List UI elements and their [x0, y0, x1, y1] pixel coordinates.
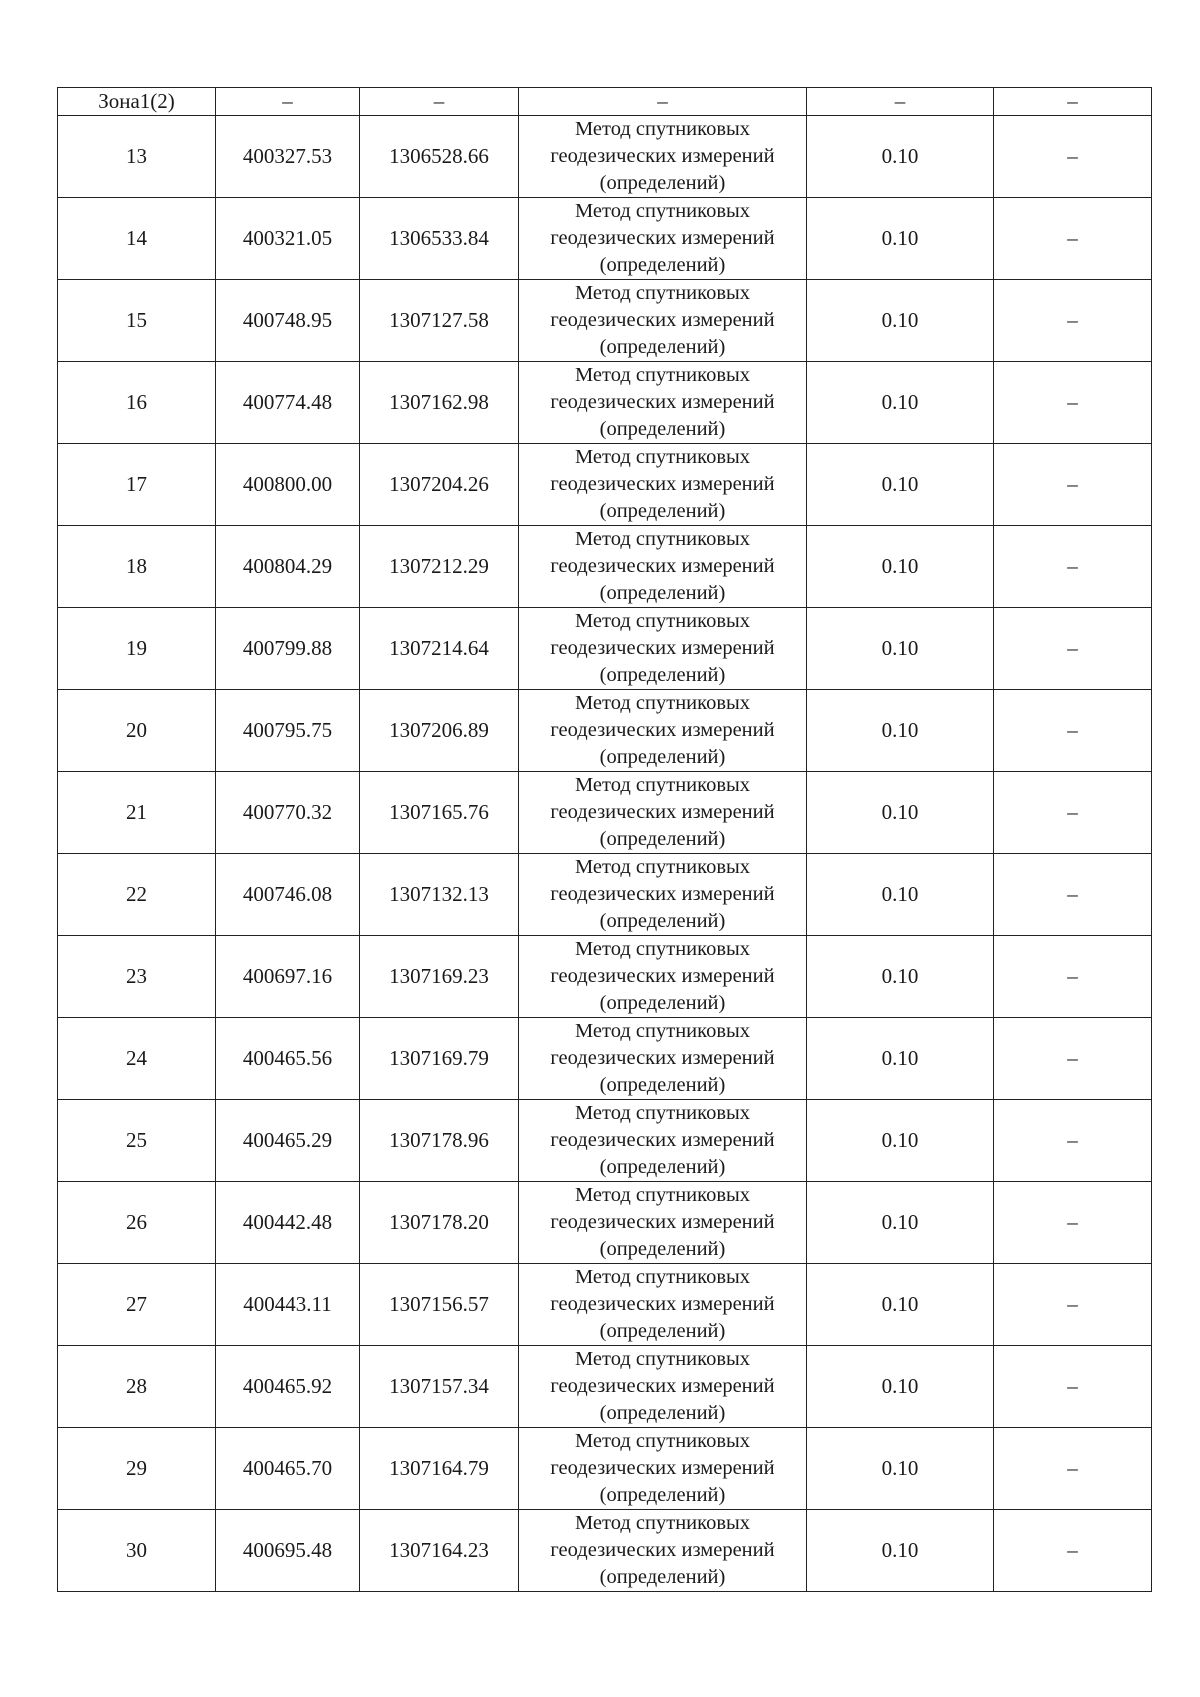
method-line-3: (определений) — [599, 254, 726, 276]
accuracy-cell: 0.10 — [807, 1100, 994, 1182]
method-line-2: геодезических измерений — [550, 309, 775, 331]
method-line-3: (определений) — [599, 418, 726, 440]
x-coordinate-cell: 400746.08 — [216, 854, 360, 936]
table-row — [58, 116, 1152, 198]
y-coordinate-cell: 1307157.34 — [360, 1346, 519, 1428]
point-number-cell: 22 — [58, 854, 216, 936]
method-line-1: Метод спутниковых — [574, 1348, 751, 1370]
note-cell: – — [994, 690, 1152, 772]
x-coordinate-cell: 400770.32 — [216, 772, 360, 854]
table-row — [58, 1182, 1152, 1264]
method-line-2: геодезических измерений — [550, 227, 775, 249]
method-line-1: Метод спутниковых — [574, 856, 751, 878]
note-cell: – — [994, 1510, 1152, 1592]
method-line-2: геодезических измерений — [550, 1375, 775, 1397]
y-coordinate-cell: 1307178.96 — [360, 1100, 519, 1182]
method-line-2: геодезических измерений — [550, 1129, 775, 1151]
note-cell: – — [994, 608, 1152, 690]
accuracy-cell: 0.10 — [807, 854, 994, 936]
point-number-cell: 13 — [58, 116, 216, 198]
method-line-2: геодезических измерений — [550, 1539, 775, 1561]
method-line-1: Метод спутниковых — [574, 1266, 751, 1288]
x-coordinate-cell: 400443.11 — [216, 1264, 360, 1346]
note-cell: – — [994, 1428, 1152, 1510]
accuracy-cell: 0.10 — [807, 608, 994, 690]
table-row — [58, 526, 1152, 608]
method-line-3: (определений) — [599, 336, 726, 358]
x-coordinate-cell: 400465.92 — [216, 1346, 360, 1428]
x-coordinate-cell: 400695.48 — [216, 1510, 360, 1592]
x-coordinate-cell: 400442.48 — [216, 1182, 360, 1264]
method-line-1: Метод спутниковых — [574, 938, 751, 960]
method-line-3: (определений) — [599, 746, 726, 768]
method-line-2: геодезических измерений — [550, 883, 775, 905]
y-coordinate-cell: 1307169.23 — [360, 936, 519, 1018]
method-line-2: геодезических измерений — [550, 555, 775, 577]
method-line-1: Метод спутниковых — [574, 528, 751, 550]
accuracy-cell: 0.10 — [807, 1510, 994, 1592]
point-number-cell: 27 — [58, 1264, 216, 1346]
table-row — [58, 854, 1152, 936]
accuracy-cell: 0.10 — [807, 280, 994, 362]
method-cell — [519, 116, 807, 198]
y-coordinate-cell: 1307164.23 — [360, 1510, 519, 1592]
method-line-1: Метод спутниковых — [574, 1430, 751, 1452]
note-cell: – — [994, 1100, 1152, 1182]
point-number-cell: 28 — [58, 1346, 216, 1428]
point-number-cell: 20 — [58, 690, 216, 772]
note-cell: – — [994, 936, 1152, 1018]
accuracy-cell: 0.10 — [807, 198, 994, 280]
point-number-cell: 17 — [58, 444, 216, 526]
note-cell: – — [994, 280, 1152, 362]
method-line-3: (определений) — [599, 172, 726, 194]
method-line-2: геодезических измерений — [550, 719, 775, 741]
y-coordinate-cell: 1306528.66 — [360, 116, 519, 198]
zone-header-row — [58, 88, 1152, 116]
note-cell: – — [994, 116, 1152, 198]
method-cell — [519, 1428, 807, 1510]
zone-cell-note: – — [994, 88, 1152, 116]
table-row — [58, 198, 1152, 280]
zone-cell-y: – — [360, 88, 519, 116]
point-number-cell: 23 — [58, 936, 216, 1018]
table-row — [58, 608, 1152, 690]
x-coordinate-cell: 400800.00 — [216, 444, 360, 526]
method-cell — [519, 1264, 807, 1346]
method-line-2: геодезических измерений — [550, 473, 775, 495]
method-cell — [519, 1100, 807, 1182]
zone-label: Зона1(2) — [58, 88, 216, 116]
note-cell: – — [994, 1346, 1152, 1428]
point-number-cell: 14 — [58, 198, 216, 280]
method-cell — [519, 936, 807, 1018]
note-cell: – — [994, 444, 1152, 526]
y-coordinate-cell: 1307165.76 — [360, 772, 519, 854]
method-cell — [519, 280, 807, 362]
point-number-cell: 18 — [58, 526, 216, 608]
note-cell: – — [994, 854, 1152, 936]
method-line-1: Метод спутниковых — [574, 1020, 751, 1042]
table-row — [58, 1100, 1152, 1182]
method-line-3: (определений) — [599, 1402, 726, 1424]
table-row — [58, 1510, 1152, 1592]
coordinates-table-body — [58, 88, 1152, 1592]
method-cell — [519, 362, 807, 444]
method-cell — [519, 1018, 807, 1100]
method-line-1: Метод спутниковых — [574, 774, 751, 796]
y-coordinate-cell: 1307132.13 — [360, 854, 519, 936]
method-line-2: геодезических измерений — [550, 1211, 775, 1233]
table-row — [58, 690, 1152, 772]
table-row — [58, 1264, 1152, 1346]
table-row — [58, 1018, 1152, 1100]
point-number-cell: 16 — [58, 362, 216, 444]
method-line-1: Метод спутниковых — [574, 1184, 751, 1206]
method-line-2: геодезических измерений — [550, 965, 775, 987]
method-line-1: Метод спутниковых — [574, 200, 751, 222]
accuracy-cell: 0.10 — [807, 772, 994, 854]
zone-cell-x: – — [216, 88, 360, 116]
method-line-3: (определений) — [599, 910, 726, 932]
method-line-3: (определений) — [599, 1238, 726, 1260]
accuracy-cell: 0.10 — [807, 362, 994, 444]
method-line-3: (определений) — [599, 664, 726, 686]
method-line-1: Метод спутниковых — [574, 610, 751, 632]
accuracy-cell: 0.10 — [807, 690, 994, 772]
table-row — [58, 1428, 1152, 1510]
method-cell — [519, 1510, 807, 1592]
method-cell — [519, 526, 807, 608]
method-line-1: Метод спутниковых — [574, 118, 751, 140]
method-line-2: геодезических измерений — [550, 1293, 775, 1315]
x-coordinate-cell: 400774.48 — [216, 362, 360, 444]
y-coordinate-cell: 1307214.64 — [360, 608, 519, 690]
method-cell — [519, 854, 807, 936]
table-row — [58, 280, 1152, 362]
coordinates-table — [57, 87, 1152, 1592]
table-row — [58, 1346, 1152, 1428]
y-coordinate-cell: 1307212.29 — [360, 526, 519, 608]
y-coordinate-cell: 1307162.98 — [360, 362, 519, 444]
accuracy-cell: 0.10 — [807, 1182, 994, 1264]
method-line-3: (определений) — [599, 500, 726, 522]
point-number-cell: 25 — [58, 1100, 216, 1182]
note-cell: – — [994, 1264, 1152, 1346]
accuracy-cell: 0.10 — [807, 116, 994, 198]
method-line-2: геодезических измерений — [550, 801, 775, 823]
accuracy-cell: 0.10 — [807, 936, 994, 1018]
method-line-3: (определений) — [599, 1566, 726, 1588]
method-line-1: Метод спутниковых — [574, 282, 751, 304]
method-line-2: геодезических измерений — [550, 1457, 775, 1479]
table-row — [58, 772, 1152, 854]
method-cell — [519, 1346, 807, 1428]
note-cell: – — [994, 1182, 1152, 1264]
method-line-3: (определений) — [599, 828, 726, 850]
note-cell: – — [994, 362, 1152, 444]
x-coordinate-cell: 400465.29 — [216, 1100, 360, 1182]
method-line-1: Метод спутниковых — [574, 446, 751, 468]
x-coordinate-cell: 400465.70 — [216, 1428, 360, 1510]
method-line-3: (определений) — [599, 1320, 726, 1342]
method-line-3: (определений) — [599, 992, 726, 1014]
y-coordinate-cell: 1307164.79 — [360, 1428, 519, 1510]
accuracy-cell: 0.10 — [807, 444, 994, 526]
method-cell — [519, 690, 807, 772]
note-cell: – — [994, 198, 1152, 280]
method-line-1: Метод спутниковых — [574, 692, 751, 714]
table-row — [58, 444, 1152, 526]
method-line-2: геодезических измерений — [550, 1047, 775, 1069]
method-cell — [519, 608, 807, 690]
y-coordinate-cell: 1307156.57 — [360, 1264, 519, 1346]
zone-cell-accuracy: – — [807, 88, 994, 116]
method-line-2: геодезических измерений — [550, 391, 775, 413]
x-coordinate-cell: 400799.88 — [216, 608, 360, 690]
point-number-cell: 30 — [58, 1510, 216, 1592]
y-coordinate-cell: 1307204.26 — [360, 444, 519, 526]
x-coordinate-cell: 400804.29 — [216, 526, 360, 608]
note-cell: – — [994, 526, 1152, 608]
table-row — [58, 936, 1152, 1018]
point-number-cell: 19 — [58, 608, 216, 690]
method-cell — [519, 198, 807, 280]
method-cell — [519, 772, 807, 854]
note-cell: – — [994, 772, 1152, 854]
x-coordinate-cell: 400748.95 — [216, 280, 360, 362]
point-number-cell: 26 — [58, 1182, 216, 1264]
x-coordinate-cell: 400795.75 — [216, 690, 360, 772]
x-coordinate-cell: 400321.05 — [216, 198, 360, 280]
note-cell: – — [994, 1018, 1152, 1100]
zone-cell-method: – — [519, 88, 807, 116]
accuracy-cell: 0.10 — [807, 526, 994, 608]
accuracy-cell: 0.10 — [807, 1346, 994, 1428]
y-coordinate-cell: 1307206.89 — [360, 690, 519, 772]
point-number-cell: 24 — [58, 1018, 216, 1100]
method-line-3: (определений) — [599, 1156, 726, 1178]
y-coordinate-cell: 1307127.58 — [360, 280, 519, 362]
method-line-1: Метод спутниковых — [574, 1102, 751, 1124]
method-cell — [519, 1182, 807, 1264]
method-line-1: Метод спутниковых — [574, 1512, 751, 1534]
method-line-2: геодезических измерений — [550, 145, 775, 167]
accuracy-cell: 0.10 — [807, 1264, 994, 1346]
method-cell — [519, 444, 807, 526]
x-coordinate-cell: 400327.53 — [216, 116, 360, 198]
method-line-3: (определений) — [599, 1484, 726, 1506]
y-coordinate-cell: 1307169.79 — [360, 1018, 519, 1100]
method-line-2: геодезических измерений — [550, 637, 775, 659]
accuracy-cell: 0.10 — [807, 1428, 994, 1510]
document-page — [57, 87, 1151, 1592]
method-line-3: (определений) — [599, 582, 726, 604]
method-line-1: Метод спутниковых — [574, 364, 751, 386]
point-number-cell: 29 — [58, 1428, 216, 1510]
y-coordinate-cell: 1306533.84 — [360, 198, 519, 280]
y-coordinate-cell: 1307178.20 — [360, 1182, 519, 1264]
x-coordinate-cell: 400465.56 — [216, 1018, 360, 1100]
method-line-3: (определений) — [599, 1074, 726, 1096]
point-number-cell: 21 — [58, 772, 216, 854]
x-coordinate-cell: 400697.16 — [216, 936, 360, 1018]
point-number-cell: 15 — [58, 280, 216, 362]
table-row — [58, 362, 1152, 444]
accuracy-cell: 0.10 — [807, 1018, 994, 1100]
